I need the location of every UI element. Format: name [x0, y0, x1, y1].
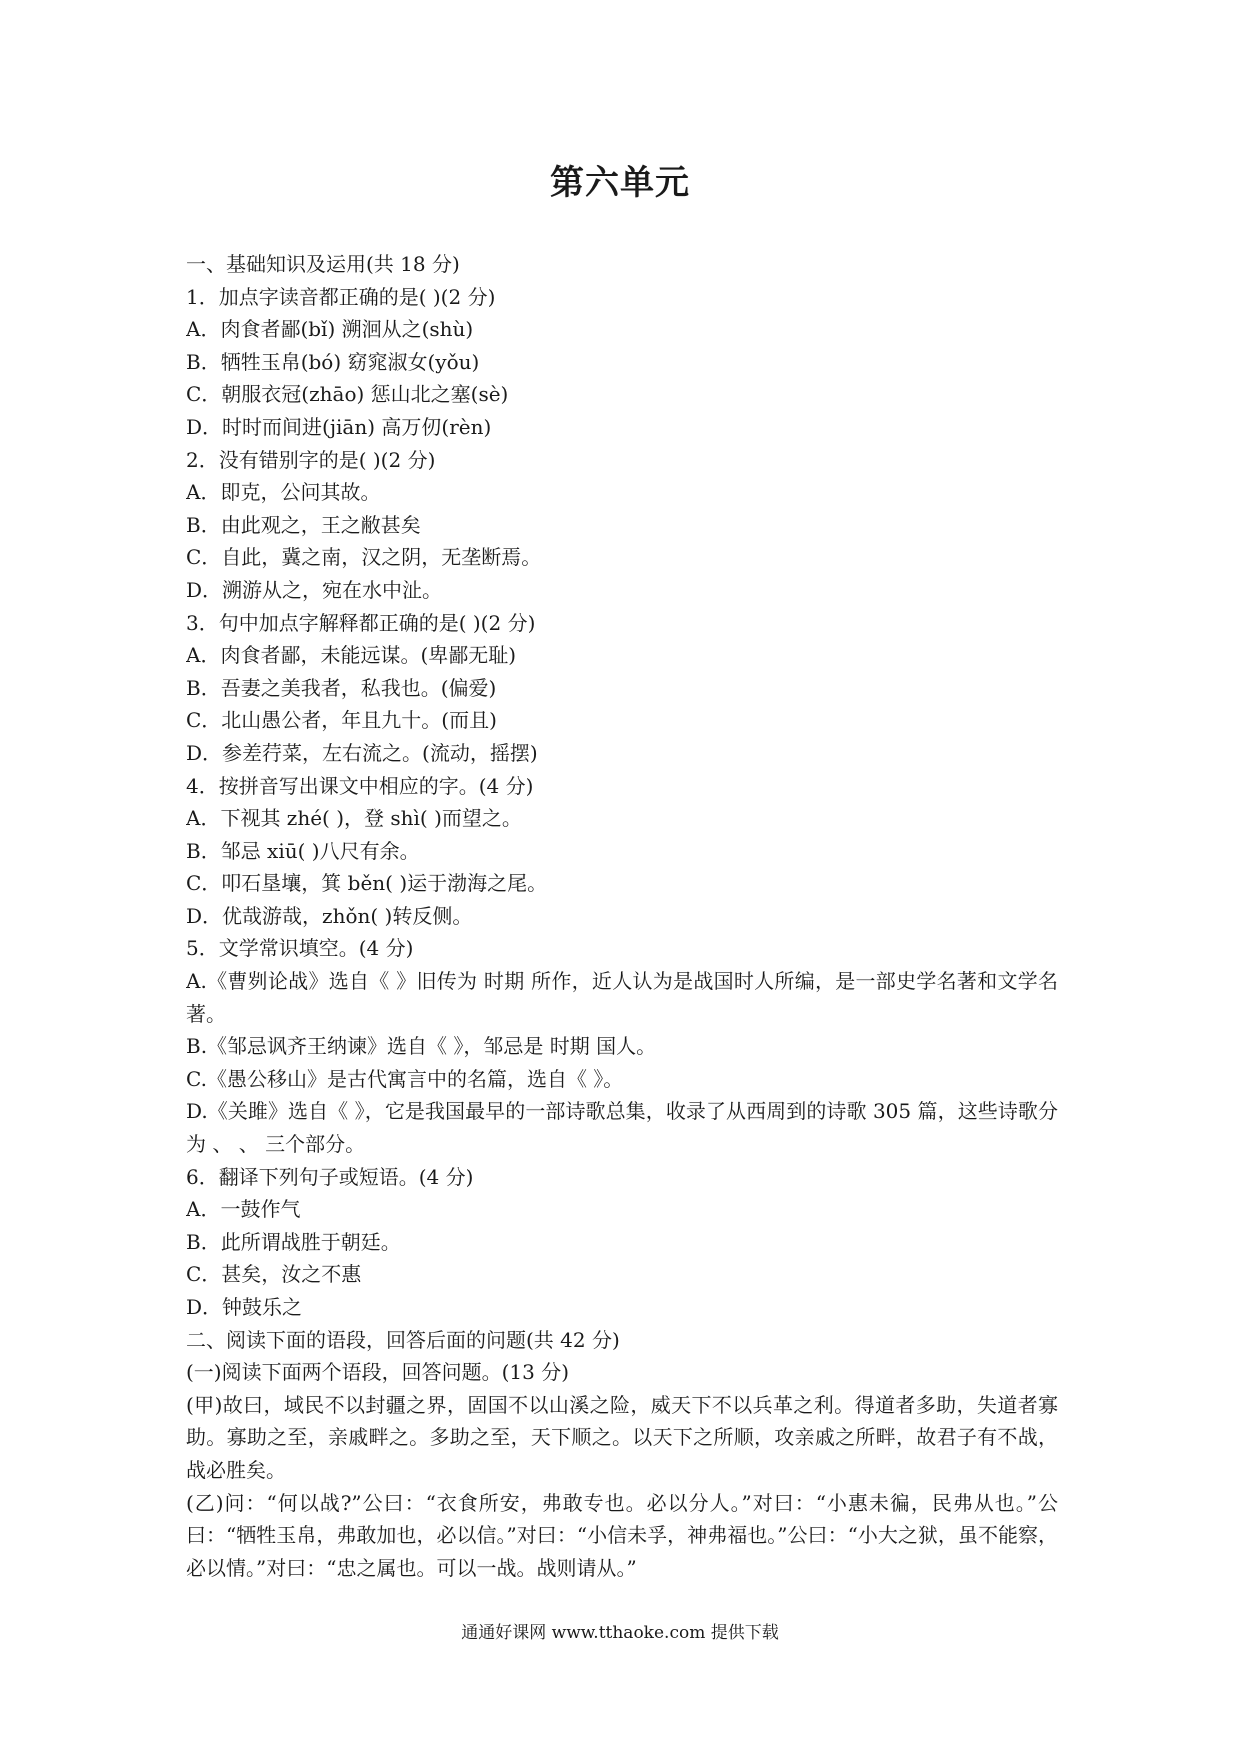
- text-line: A．即克，公问其故。: [186, 480, 381, 505]
- text-line: A．肉食者鄙(bǐ) 溯洄从之(shù): [186, 317, 474, 342]
- document-body: [186, 248, 1058, 1584]
- text-line: D．溯游从之，宛在水中沚。: [186, 577, 443, 602]
- text-line: A．下视其 zhé( )，登 shì( )而望之。: [186, 806, 522, 831]
- text-line: 二、阅读下面的语段，回答后面的问题(共 42 分): [186, 1327, 620, 1352]
- text-line: 3．句中加点字解释都正确的是( )(2 分): [186, 610, 536, 635]
- text-line: 1．加点字读音都正确的是( )(2 分): [186, 284, 496, 309]
- text-line: D．时时而间进(jiān) 高万仞(rèn): [186, 414, 492, 439]
- text-line: 5．文学常识填空。(4 分): [186, 936, 414, 961]
- paragraph: A.《曹刿论战》选自《 》旧传为 时期 所作，近人认为是战国时人所编，是一部史学名著和文学名著。: [186, 969, 1058, 1026]
- text-line: C．自此，冀之南，汉之阴，无垄断焉。: [186, 545, 542, 570]
- paragraph: D.《关雎》选自《 》，它是我国最早的一部诗歌总集，收录了从西周到的诗歌 305 篇，这些诗歌分为 、 、 三个部分。: [186, 1099, 1058, 1157]
- text-line: A．一鼓作气: [186, 1197, 301, 1222]
- text-line: B．牺牲玉帛(bó) 窈窕淑女(yǒu): [186, 349, 480, 374]
- text-line: C．甚矣，汝之不惠: [186, 1262, 362, 1287]
- text-line: (一)阅读下面两个语段，回答问题。(13 分): [186, 1360, 570, 1385]
- text-line: C．朝服衣冠(zhāo) 惩山北之塞(sè): [186, 382, 509, 407]
- text-line: D．参差荇菜，左右流之。(流动，摇摆): [186, 740, 538, 765]
- text-line: A．肉食者鄙，未能远谋。(卑鄙无耻): [186, 643, 517, 668]
- text-line: B．由此观之，王之敝甚矣: [186, 512, 421, 537]
- text-line: B.《邹忌讽齐王纳谏》选自《 》，邹忌是 时期 国人。: [186, 1034, 657, 1059]
- text-line: C.《愚公移山》是古代寓言中的名篇，选自《 》。: [186, 1066, 624, 1091]
- text-line: 2．没有错别字的是( )(2 分): [186, 447, 436, 472]
- paragraph: (甲)故曰，域民不以封疆之界，固国不以山溪之险，威天下不以兵革之利。得道者多助，失道者寡助。寡助之至，亲戚畔之。多助之至，天下顺之。以天下之所顺，攻亲戚之所畔，故君子有不战，战必胜矣。: [186, 1392, 1058, 1482]
- text-line: C．叩石垦壤，箕 běn( )运于渤海之尾。: [186, 871, 548, 896]
- text-line: B．邹忌 xiū( )八尺有余。: [186, 838, 420, 863]
- text-line: B．此所谓战胜于朝廷。: [186, 1229, 401, 1254]
- text-line: B．吾妻之美我者，私我也。(偏爱): [186, 675, 497, 700]
- text-line: C．北山愚公者，年且九十。(而且): [186, 708, 497, 733]
- page-footer: 通通好课网 www.tthaoke.com 提供下载: [461, 1623, 779, 1643]
- text-line: 一、基础知识及运用(共 18 分): [186, 252, 460, 276]
- text-line: 4．按拼音写出课文中相应的字。(4 分): [186, 773, 534, 798]
- text-line: D．优哉游哉，zhǒn( )转反侧。: [186, 903, 473, 928]
- paragraph: (乙)问：“何以战?”公曰：“衣食所安，弗敢专也。必以分人。”对曰：“小惠未徧，民弗从也。”公曰：“牺牲玉帛，弗敢加也，必以信。”对曰：“小信未孚，神弗福也。”公曰：“小大之狱，虽不能察，必以情。”对曰：“忠之属也。可以一战。战则请从。”: [186, 1490, 1058, 1580]
- text-line: 6．翻译下列句子或短语。(4 分): [186, 1164, 474, 1189]
- page-title: 第六单元: [550, 163, 690, 203]
- text-line: D．钟鼓乐之: [186, 1295, 303, 1319]
